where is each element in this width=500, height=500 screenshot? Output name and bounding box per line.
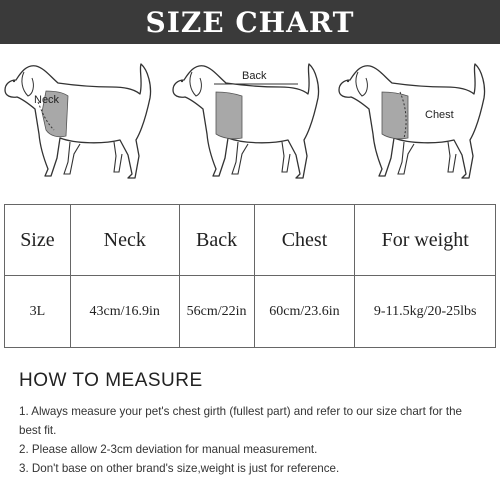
cell-neck: 43cm/16.9in xyxy=(70,276,179,348)
cell-back: 56cm/22in xyxy=(179,276,254,348)
size-table xyxy=(4,204,496,348)
header-back: Back xyxy=(179,205,254,276)
dog-neck-diagram xyxy=(5,64,151,178)
header-chest: Chest xyxy=(254,205,355,276)
header-weight: For weight xyxy=(355,205,496,276)
header-size: Size xyxy=(5,205,71,276)
back-label: Back xyxy=(242,70,267,82)
chest-label: Chest xyxy=(425,109,454,121)
measure-step-3: 3. Don't base on other brand's size,weight is just for reference. xyxy=(19,462,340,475)
back-highlight xyxy=(216,92,242,139)
cell-chest: 60cm/23.6in xyxy=(254,276,355,348)
measure-step-2: 2. Please allow 2-3cm deviation for manual measurement. xyxy=(19,443,318,456)
dog-measurement-diagrams xyxy=(0,54,500,186)
table-header-row xyxy=(5,205,496,276)
table-row xyxy=(5,276,496,348)
page-title: SIZE CHART xyxy=(145,6,355,39)
dog-chest-diagram xyxy=(339,64,485,178)
size-chart-banner xyxy=(0,0,500,44)
neck-label: Neck xyxy=(34,94,60,106)
cell-size: 3L xyxy=(5,276,71,348)
measure-steps xyxy=(19,402,484,478)
measure-step-1: 1. Always measure your pet's chest girth (fullest part) and refer to our size chart for the best fit. xyxy=(19,405,462,437)
how-to-measure-title: HOW TO MEASURE xyxy=(19,370,203,391)
chest-highlight xyxy=(382,92,408,139)
header-neck: Neck xyxy=(70,205,179,276)
dog-back-diagram xyxy=(173,64,319,178)
cell-weight: 9-11.5kg/20-25lbs xyxy=(355,276,496,348)
